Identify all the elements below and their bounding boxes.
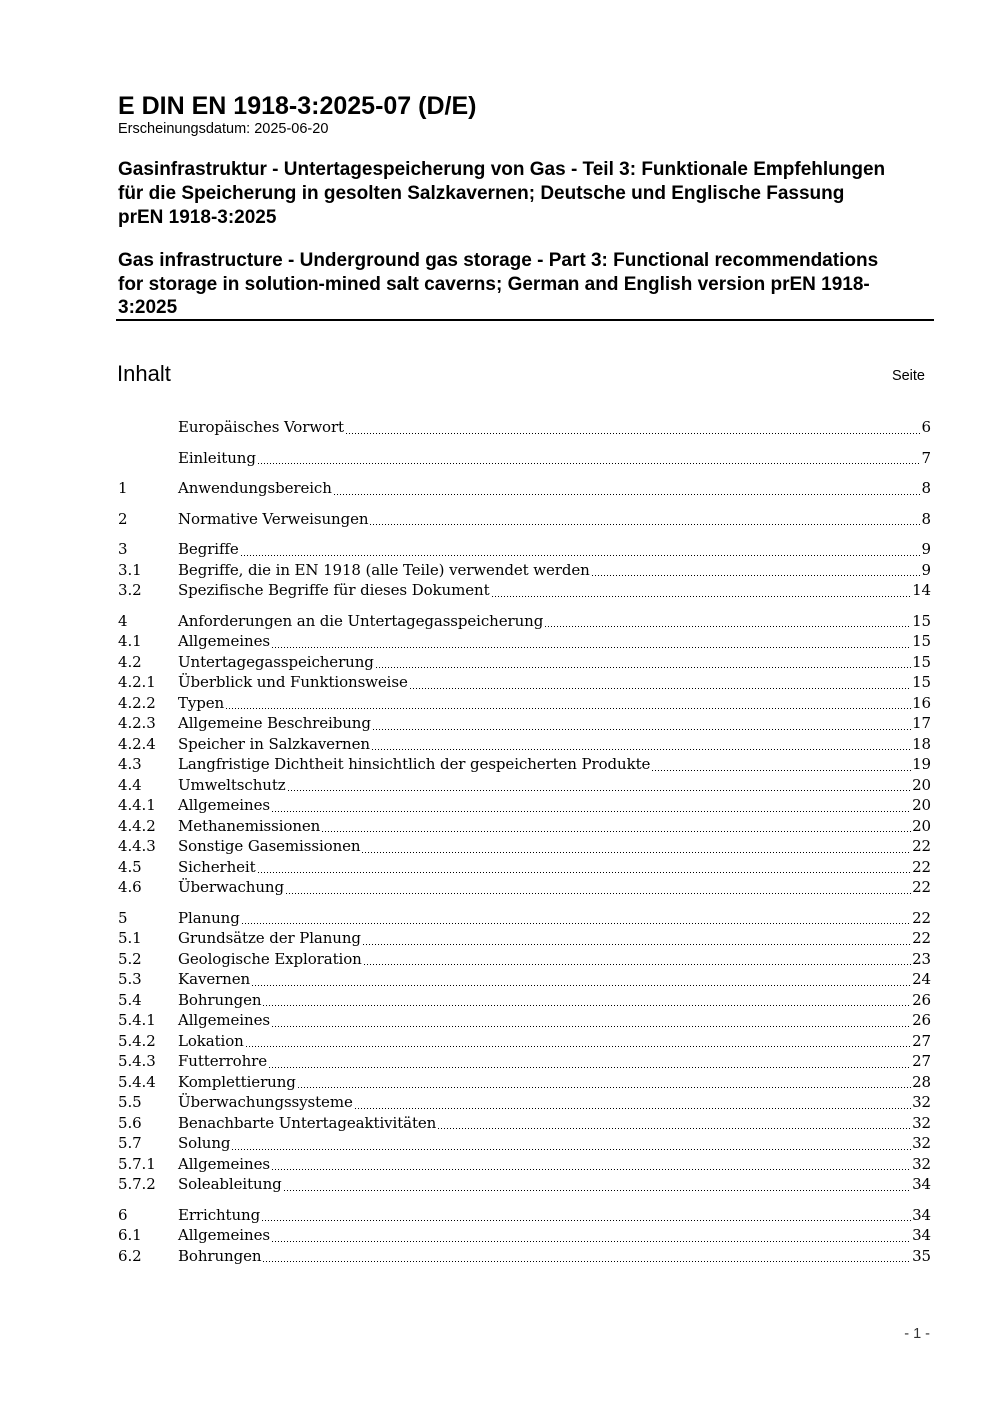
toc-entry-number: 5 (118, 908, 128, 927)
toc-entry-number: 2 (118, 509, 128, 528)
toc-entry-title: Spezifische Begriffe für dieses Dokument (178, 581, 490, 599)
toc-entry-number: 5.4.3 (118, 1052, 156, 1070)
toc-dot-leader (650, 754, 912, 775)
toc-entry-number: 4.2 (118, 652, 142, 671)
toc-dot-leader (368, 509, 921, 530)
toc-entry-title: Allgemeines (178, 1011, 270, 1029)
toc-entry-page: 22 (912, 857, 931, 876)
header-divider (116, 319, 934, 321)
toc-entry-title: Errichtung (178, 1205, 261, 1224)
toc-dot-leader (296, 1072, 912, 1093)
toc-entry-number: 5.6 (118, 1113, 142, 1132)
toc-entry-page: 20 (912, 796, 931, 814)
toc-entry[interactable] (118, 754, 931, 775)
toc-entry-page: 8 (921, 509, 931, 528)
toc-entry-number: 6.2 (118, 1246, 142, 1265)
toc-entry[interactable] (118, 417, 931, 438)
toc-dot-leader (286, 775, 913, 796)
toc-entry[interactable] (118, 1031, 931, 1052)
toc-entry-number: 3.2 (118, 581, 142, 599)
toc-entry[interactable] (118, 1051, 931, 1072)
toc-entry-number: 5.7.1 (118, 1154, 156, 1173)
toc-dot-leader (284, 877, 912, 898)
toc-entry-number: 4.3 (118, 755, 142, 773)
toc-dot-leader (270, 631, 912, 652)
toc-entry-title: Allgemeines (178, 632, 270, 650)
toc-entry-title: Allgemeine Beschreibung (178, 714, 371, 732)
toc-entry-page: 15 (912, 611, 931, 630)
toc-entry-number: 5.4.2 (118, 1031, 156, 1050)
toc-dot-leader (256, 448, 922, 469)
toc-entry[interactable] (118, 652, 931, 673)
toc-dot-leader (270, 795, 912, 816)
toc-entry-page: 19 (912, 755, 931, 773)
toc-entry[interactable] (118, 969, 931, 990)
toc-entry-title: Überwachungssysteme (178, 1093, 353, 1111)
toc-entry-page: 15 (912, 673, 931, 691)
toc-entry[interactable] (118, 1205, 931, 1226)
toc-entry-number: 5.4.1 (118, 1011, 156, 1029)
toc-entry-title: Allgemeines (178, 1154, 270, 1173)
toc-entry-title: Komplettierung (178, 1072, 296, 1091)
toc-entry-title: Grundsätze der Planung (178, 929, 361, 947)
toc-dot-leader (353, 1092, 912, 1113)
toc-entry-page: 22 (912, 908, 931, 927)
toc-entry-number: 4.4 (118, 775, 142, 794)
toc-entry-number: 6 (118, 1205, 128, 1224)
toc-entry-number: 4 (118, 611, 128, 630)
toc-entry-number: 5.7 (118, 1134, 142, 1152)
toc-entry-title: Typen (178, 693, 225, 712)
toc-entry[interactable] (118, 672, 931, 693)
toc-entry-page: 34 (912, 1175, 931, 1193)
toc-entry-title: Untertagegasspeicherung (178, 652, 374, 671)
toc-entry-page: 32 (912, 1134, 931, 1152)
toc-entry-number: 5.1 (118, 929, 142, 947)
toc-entry-number: 5.3 (118, 970, 142, 988)
toc-dot-leader (374, 652, 912, 673)
toc-dot-leader (362, 949, 912, 970)
title-english: Gas infrastructure - Underground gas storage - Part 3: Functional recommendations for storage in solution-mined salt caverns; German and English version prEN 1918- 3:2025 (118, 250, 879, 318)
toc-entry[interactable] (118, 877, 931, 898)
toc-entry-number: 4.4.3 (118, 837, 156, 855)
table-of-contents (118, 417, 931, 1266)
toc-entry[interactable] (118, 1113, 931, 1134)
toc-entry[interactable] (118, 1133, 931, 1154)
toc-entry-page: 27 (912, 1052, 931, 1070)
toc-entry-number: 5.2 (118, 949, 142, 968)
toc-entry-number: 1 (118, 479, 128, 497)
toc-heading: Inhalt (117, 361, 171, 386)
toc-entry-title: Anwendungsbereich (178, 479, 332, 497)
toc-dot-leader (230, 1133, 912, 1154)
toc-entry[interactable] (118, 734, 931, 755)
toc-dot-leader (239, 539, 922, 560)
toc-dot-leader (261, 1246, 912, 1267)
toc-entry[interactable] (118, 795, 931, 816)
toc-dot-leader (270, 1225, 912, 1246)
toc-entry-number: 4.4.2 (118, 816, 156, 835)
toc-entry-title: Soleableitung (178, 1175, 282, 1193)
toc-entry-title: Bohrungen (178, 990, 262, 1009)
toc-entry[interactable] (118, 857, 931, 878)
toc-entry-title: Langfristige Dichtheit hinsichtlich der gespeicherten Produkte (178, 755, 651, 773)
toc-entry-title: Anforderungen an die Untertagegasspeicherung (178, 611, 544, 630)
toc-entry[interactable] (118, 1225, 931, 1246)
toc-entry-page: 9 (921, 560, 931, 579)
toc-dot-leader (332, 478, 922, 499)
toc-entry-title: Kavernen (178, 970, 251, 988)
toc-dot-leader (360, 836, 912, 857)
toc-entry-page: 26 (912, 990, 931, 1009)
toc-dot-leader (240, 908, 912, 929)
toc-entry-page: 22 (912, 837, 931, 855)
toc-entry-page: 32 (912, 1093, 931, 1111)
toc-dot-leader (224, 693, 912, 714)
toc-entry-number: 4.2.1 (118, 673, 156, 691)
toc-entry-page: 18 (912, 734, 931, 753)
toc-entry-title: Sicherheit (178, 857, 256, 876)
toc-entry-title: Methanemissionen (178, 816, 321, 835)
toc-entry-page: 26 (912, 1011, 931, 1029)
toc-dot-leader (270, 1010, 912, 1031)
toc-entry[interactable] (118, 539, 931, 560)
toc-dot-leader (270, 1154, 912, 1175)
toc-entry-number: 4.2.3 (118, 714, 156, 732)
toc-entry[interactable] (118, 560, 931, 581)
toc-entry-title: Benachbarte Untertageaktivitäten (178, 1113, 437, 1132)
toc-entry-number: 5.7.2 (118, 1175, 156, 1193)
toc-dot-leader (244, 1031, 912, 1052)
toc-entry-title: Allgemeines (178, 796, 270, 814)
toc-entry-number: 5.5 (118, 1093, 142, 1111)
toc-entry-number: 3.1 (118, 560, 142, 579)
toc-dot-leader (282, 1174, 912, 1195)
toc-entry-title: Europäisches Vorwort (178, 418, 344, 436)
toc-entry-title: Speicher in Salzkavernen (178, 734, 370, 753)
toc-dot-leader (250, 969, 912, 990)
toc-entry-title: Normative Verweisungen (178, 509, 369, 528)
toc-entry-page: 9 (921, 540, 931, 558)
toc-entry-page: 32 (912, 1154, 931, 1173)
toc-dot-leader (543, 611, 912, 632)
toc-entry-page: 28 (912, 1072, 931, 1091)
toc-entry-title: Bohrungen (178, 1246, 262, 1265)
toc-entry-page: 6 (921, 418, 931, 436)
toc-entry-page: 34 (912, 1226, 931, 1244)
toc-entry-page: 32 (912, 1113, 931, 1132)
toc-entry[interactable] (118, 1072, 931, 1093)
toc-entry-page: 27 (912, 1031, 931, 1050)
toc-entry-number: 4.2.2 (118, 693, 156, 712)
toc-dot-leader (344, 417, 922, 438)
toc-dot-leader (490, 580, 913, 601)
toc-entry-page: 20 (912, 775, 931, 794)
toc-entry-title: Planung (178, 908, 240, 927)
toc-entry-page: 22 (912, 878, 931, 896)
toc-dot-leader (371, 713, 912, 734)
toc-dot-leader (260, 1205, 912, 1226)
toc-entry[interactable] (118, 631, 931, 652)
toc-entry[interactable] (118, 1154, 931, 1175)
toc-entry-page: 15 (912, 632, 931, 650)
toc-dot-leader (370, 734, 912, 755)
title-german: Gasinfrastruktur - Untertagespeicherung von Gas - Teil 3: Funktionale Empfehlungen für die Speicherung in gesolten Salzkavernen; Deutsche und Englische Fassung prEN 1918-3:2025 (118, 159, 886, 228)
toc-entry[interactable] (118, 775, 931, 796)
toc-entry-title: Begriffe, die in EN 1918 (alle Teile) verwendet werden (178, 560, 590, 579)
document-id: E DIN EN 1918-3:2025-07 (D/E) (118, 92, 477, 120)
toc-entry[interactable] (118, 1174, 931, 1195)
toc-entry-title: Geologische Exploration (178, 949, 362, 968)
toc-entry-title: Umweltschutz (178, 775, 286, 794)
toc-entry-number: 3 (118, 540, 128, 558)
toc-page-column-label: Seite (891, 368, 925, 384)
toc-entry-title: Überblick und Funktionsweise (178, 673, 408, 691)
toc-entry-page: 16 (912, 693, 931, 712)
publication-date: Erscheinungsdatum: 2025-06-20 (118, 121, 329, 137)
toc-entry-title: Allgemeines (178, 1226, 270, 1244)
toc-dot-leader (261, 990, 912, 1011)
toc-entry-page: 8 (921, 479, 931, 497)
toc-dot-leader (590, 560, 922, 581)
toc-dot-leader (361, 928, 912, 949)
toc-entry-title: Futterrohre (178, 1052, 267, 1070)
toc-entry-title: Sonstige Gasemissionen (178, 837, 361, 855)
toc-entry-page: 34 (912, 1205, 931, 1224)
page-number: - 1 - (904, 1326, 930, 1342)
toc-entry[interactable] (118, 580, 931, 601)
toc-entry[interactable] (118, 908, 931, 929)
toc-dot-leader (408, 672, 912, 693)
toc-entry[interactable] (118, 713, 931, 734)
toc-entry-title: Einleitung (178, 448, 256, 467)
toc-entry-number: 5.4 (118, 990, 142, 1009)
toc-entry[interactable] (118, 448, 931, 469)
toc-entry-page: 15 (912, 652, 931, 671)
toc-entry-number: 4.4.1 (118, 796, 156, 814)
toc-entry-title: Lokation (178, 1031, 244, 1050)
toc-entry-page: 22 (912, 929, 931, 947)
toc-entry-number: 5.4.4 (118, 1072, 156, 1091)
toc-entry[interactable] (118, 478, 931, 499)
toc-entry-page: 20 (912, 816, 931, 835)
toc-entry-page: 35 (912, 1246, 931, 1265)
toc-entry-number: 4.5 (118, 857, 142, 876)
toc-dot-leader (267, 1051, 912, 1072)
toc-entry[interactable] (118, 611, 931, 632)
toc-entry[interactable] (118, 1246, 931, 1267)
toc-entry-page: 23 (912, 949, 931, 968)
toc-entry[interactable] (118, 990, 931, 1011)
toc-entry[interactable] (118, 928, 931, 949)
toc-entry-title: Solung (178, 1134, 231, 1152)
toc-dot-leader (320, 816, 912, 837)
toc-entry-number: 4.6 (118, 878, 142, 896)
toc-entry-number: 4.2.4 (118, 734, 156, 753)
toc-entry-number: 4.1 (118, 632, 142, 650)
toc-entry[interactable] (118, 693, 931, 714)
toc-entry[interactable] (118, 509, 931, 530)
toc-entry-title: Überwachung (178, 878, 284, 896)
toc-entry-page: 24 (912, 970, 931, 988)
toc-entry-number: 6.1 (118, 1226, 142, 1244)
toc-entry[interactable] (118, 1092, 931, 1113)
toc-entry-page: 17 (912, 714, 931, 732)
toc-entry[interactable] (118, 836, 931, 857)
toc-entry[interactable] (118, 1010, 931, 1031)
toc-entry-page: 7 (921, 448, 931, 467)
toc-dot-leader (256, 857, 913, 878)
toc-entry[interactable] (118, 816, 931, 837)
toc-entry-title: Begriffe (178, 540, 239, 558)
toc-entry[interactable] (118, 949, 931, 970)
toc-dot-leader (436, 1113, 912, 1134)
toc-entry-page: 14 (912, 581, 931, 599)
